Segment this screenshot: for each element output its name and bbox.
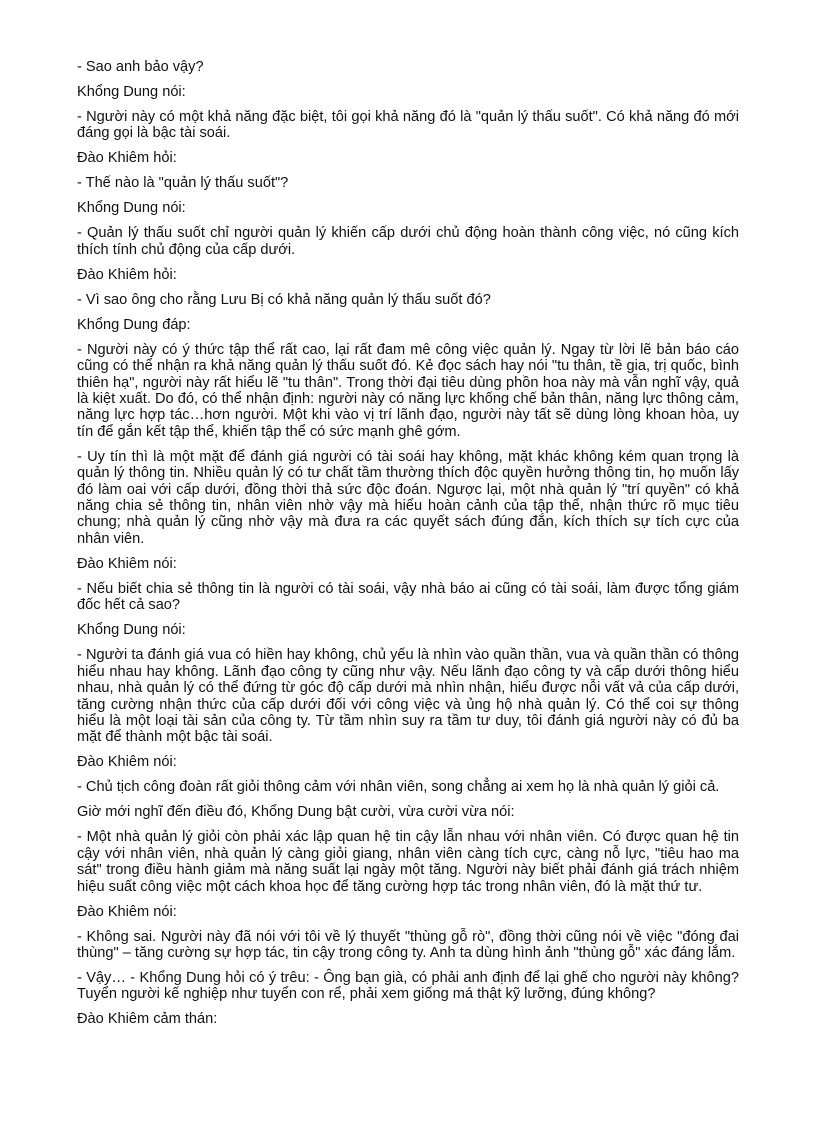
dialogue-line: - Sao anh bảo vậy? bbox=[77, 59, 204, 75]
speaker-line: Đào Khiêm nói: bbox=[77, 903, 177, 920]
narration-line: Giờ mới nghĩ đến điều đó, Khổng Dung bật cười, vừa cười vừa nói: bbox=[77, 804, 515, 821]
speaker-line: Khổng Dung nói: bbox=[77, 84, 186, 100]
dialogue-paragraph: - Một nhà quản lý giỏi còn phải xác lập quan hệ tin cậy lẫn nhau với nhân viên. Có được quan hệ tin cậy với nhân viên, nhà quản lý càng giỏi giang, nhân viên càng tích cực, càng nỗ lực, "tiêu hao ma sát" trong điều hành giảm mà năng suất lại ngày một tăng. Người này biết phải đánh giá trách nhiệm hiệu suất công việc một cách khoa học để tăng cường hợp tác trong nhân viên, đó là mặt thứ tư. bbox=[77, 829, 739, 895]
dialogue-paragraph: - Quản lý thấu suốt chỉ người quản lý khiến cấp dưới chủ động hoàn thành công việc, nó cũng kích thích tính chủ động của cấp dưới. bbox=[77, 225, 739, 258]
dialogue-paragraph: - Nếu biết chia sẻ thông tin là người có tài soái, vậy nhà báo ai cũng có tài soái, làm được tổng giám đốc hết cả sao? bbox=[77, 580, 739, 614]
speaker-line: Đào Khiêm nói: bbox=[77, 754, 177, 771]
dialogue-paragraph: - Uy tín thì là một mặt để đánh giá người có tài soái hay không, mặt khác không kém quan trọng là quản lý thông tin. Nhiều quản lý có tư chất tầm thường thích độc quyền hưởng thông tin, họ muốn lấy đó làm oai với cấp dưới, đồng thời thả sức độc đoán. Ngược lại, một nhà quản lý "trí quyền" có khả năng chia sẻ thông tin, nhân viên nhờ vậy mà hiểu hoàn cảnh của tập thể, nhận thức rõ mục tiêu chung; nhà quản lý cũng nhờ vậy mà đưa ra các quyết sách đúng đắn, kích thích sự tích cực của nhân viên. bbox=[77, 448, 739, 547]
dialogue-paragraph: - Người này có một khả năng đặc biệt, tôi gọi khả năng đó là "quản lý thấu suốt". Có khả năng đó mới đáng gọi là bậc tài soái. bbox=[77, 109, 739, 142]
speaker-line: Đào Khiêm hỏi: bbox=[77, 266, 177, 283]
dialogue-line: - Vì sao ông cho rằng Lưu Bị có khả năng quản lý thấu suốt đó? bbox=[77, 291, 491, 308]
speaker-line: Khổng Dung đáp: bbox=[77, 316, 191, 333]
speaker-line: Khổng Dung nói: bbox=[77, 200, 186, 217]
dialogue-paragraph: - Không sai. Người này đã nói với tôi về lý thuyết "thùng gỗ rò", đồng thời cũng nói về việc "đóng đai thùng" – tăng cường sự hợp tác, tin cậy trong công ty. Anh ta dùng hình ảnh "thùng gỗ" xác đáng lắm. bbox=[77, 928, 739, 961]
dialogue-paragraph: - Người này có ý thức tập thể rất cao, lại rất đam mê công việc quản lý. Ngay từ lời lẽ bản báo cáo cũng có thể nhận ra khả năng quản lý thấu suốt đó. Kẻ đọc sách hay nói "tu thân, tề gia, trị quốc, bình thiên hạ", người này rất hiểu lẽ "tu thân". Trong thời đại tiêu dùng phồn hoa này mà vẫn nghĩ vậy, quả là kiệt xuất. Do đó, có thể nhận định: người này có năng lực khống chế bản thân, năng lực thông cảm, năng lực hợp tác…hơn người. Một khi vào vị trí lãnh đạo, người này tất sẽ dùng lòng khoan hòa, uy tín để gắn kết tập thể, khiến tập thể có sức mạnh ghê gớm. bbox=[77, 341, 739, 440]
dialogue-line: - Chủ tịch công đoàn rất giỏi thông cảm với nhân viên, song chẳng ai xem họ là nhà quản lý giỏi cả. bbox=[77, 779, 720, 796]
speaker-line: Khổng Dung nói: bbox=[77, 622, 186, 639]
dialogue-line: - Thế nào là "quản lý thấu suốt"? bbox=[77, 175, 289, 192]
document-page bbox=[77, 59, 739, 1036]
speaker-line: Đào Khiêm hỏi: bbox=[77, 150, 177, 167]
speaker-line: Đào Khiêm nói: bbox=[77, 555, 177, 572]
dialogue-paragraph: - Người ta đánh giá vua có hiền hay không, chủ yếu là nhìn vào quần thần, vua và quần thần có thông hiểu nhau hay không. Lãnh đạo công ty cũng như vậy. Nếu lãnh đạo công ty và cấp dưới thông hiểu nhau, nhà quản lý có thể đứng từ góc độ cấp dưới mà nhìn nhận, hiểu được nỗi vất vả của cấp dưới, tăng cường nhận thức của cấp dưới đối với công việc và ủng hộ nhà quản lý. Có thể coi sự thông hiểu là một loại tài sản của công ty. Từ tầm nhìn suy ra tầm tư duy, tôi đánh giá người này có đủ ba mặt để thành một bậc tài soái. bbox=[77, 647, 739, 746]
dialogue-paragraph: - Vậy… - Khổng Dung hỏi có ý trêu: - Ông bạn già, có phải anh định để lại ghế cho người này không? Tuyển người kế nghiệp như tuyển con rể, phải xem giống má thật kỹ lưỡng, đúng không? bbox=[77, 969, 739, 1003]
speaker-line: Đào Khiêm cảm thán: bbox=[77, 1011, 218, 1028]
